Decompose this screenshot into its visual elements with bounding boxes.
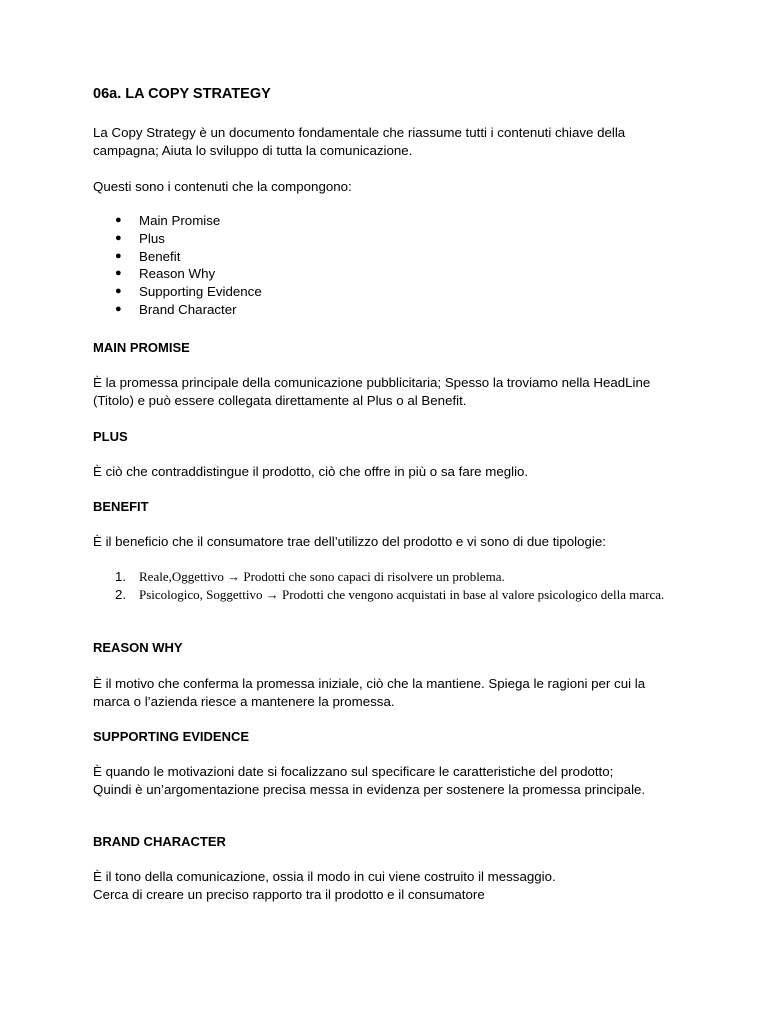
document-title: 06a. LA COPY STRATEGY [93, 86, 271, 102]
plus-text: È ciò che contraddistingue il prodotto, ciò che offre in più o sa fare meglio. [93, 464, 529, 479]
bullet-icon: ● [115, 231, 122, 244]
bullet-icon: ● [115, 267, 122, 280]
brand-character-heading: BRAND CHARACTER [93, 834, 226, 849]
intro-paragraph: La Copy Strategy è un documento fondamentale che riassume tutti i contenuti chiave della campagna; Aiuta lo sviluppo di tutta la comunicazione. [93, 125, 626, 158]
main-promise-text: È la promessa principale della comunicazione pubblicitaria; Spesso la troviamo nella HeadLine (Titolo) e può essere collegata direttamente al Plus o al Benefit. [93, 375, 651, 408]
supporting-evidence-heading: SUPPORTING EVIDENCE [93, 729, 250, 744]
contents-list [93, 212, 262, 319]
bullet-icon: ● [115, 302, 122, 315]
brand-character-text: È il tono della comunicazione, ossia il modo in cui viene costruito il messaggio. Cerca di creare un preciso rapporto tra il prodotto e il consumatore [93, 869, 556, 902]
list-item: ● Main Promise [115, 213, 221, 228]
list-item: ● Plus [115, 230, 165, 246]
reason-why-text: È il motivo che conferma la promessa iniziale, ciò che la mantiene. Spiega le ragioni per cui la marca o l’azienda riesce a mantenere la promessa. [93, 676, 646, 709]
reason-why-heading: REASON WHY [93, 640, 183, 655]
benefit-heading: BENEFIT [93, 499, 149, 514]
benefit-types-list [93, 568, 683, 604]
supporting-evidence-text: È quando le motivazioni date si focalizzano sul specificare le caratteristiche del prodotto; Quindi è un’argomentazione precisa messa in evidenza per sostenere la promessa principale. [93, 764, 646, 797]
bullet-icon: ● [115, 249, 122, 262]
list-item: ● Benefit [115, 248, 181, 264]
plus-heading: PLUS [93, 429, 128, 444]
list-item: ● Supporting Evidence [115, 284, 262, 300]
main-promise-heading: MAIN PROMISE [93, 340, 190, 355]
bullet-icon: ● [115, 214, 122, 226]
list-item: ● Reason Why [115, 266, 216, 282]
bullet-icon: ● [115, 285, 122, 298]
list-item: 2. Psicologico, Soggettivo → Prodotti che vengono acquistati in base al valore psicologico della marca. [115, 587, 665, 602]
benefit-text: È il beneficio che il consumatore trae dell’utilizzo del prodotto e vi sono di due tipologie: [93, 534, 606, 549]
contents-intro: Questi sono i contenuti che la compongono: [93, 179, 352, 194]
list-item: ● Brand Character [115, 301, 237, 317]
list-item: 1. Reale,Oggettivo → Prodotti che sono capaci di risolvere un problema. [115, 569, 505, 584]
